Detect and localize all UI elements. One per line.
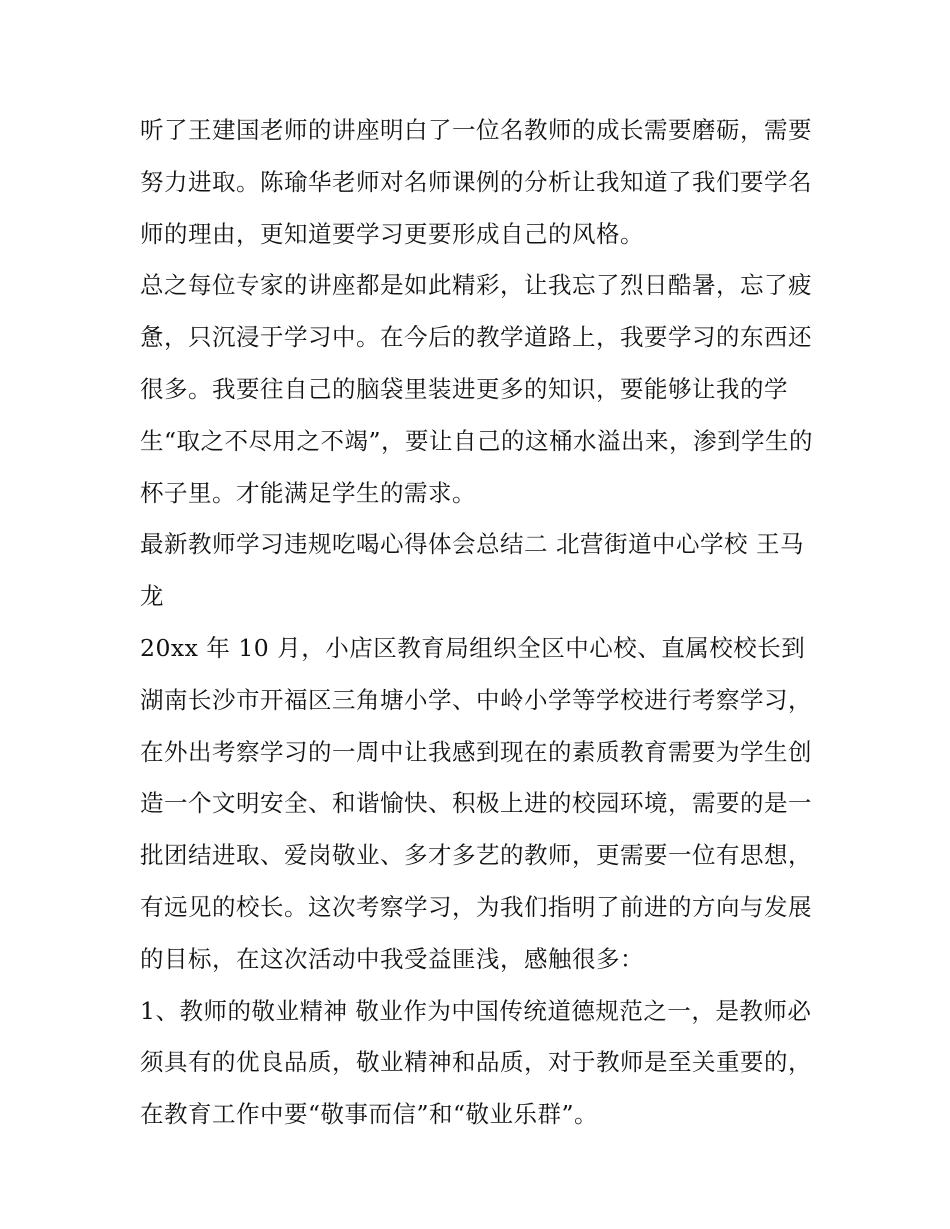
document-body	[140, 105, 820, 1141]
section-heading: 最新教师学习违规吃喝心得体会总结二 北营街道中心学校 王马龙	[140, 530, 804, 611]
paragraph-4: 1、教师的敬业精神 敬业作为中国传统道德规范之一，是教师必须具有的优良品质，敬业精神和品质，对于教师是至关重要的，在教育工作中要“敬事而信”和“敬业乐群”。	[140, 996, 812, 1129]
paragraph-1: 听了王建国老师的讲座明白了一位名教师的成长需要磨砺，需要努力进取。陈瑜华老师对名师课例的分析让我知道了我们要学名师的理由，更知道要学习更要形成自己的风格。	[140, 116, 812, 248]
paragraph-2: 总之每位专家的讲座都是如此精彩，让我忘了烈日酷暑，忘了疲惫，只沉浸于学习中。在今后的教学道路上，我要学习的东西还很多。我要往自己的脑袋里装进更多的知识，要能够让我的学生“取之不尽用之不竭”，要让自己的这桶水溢出来，渗到学生的杯子里。才能满足学生的需求。	[140, 271, 814, 507]
paragraph-3: 20xx 年 10 月，小店区教育局组织全区中心校、直属校校长到湖南长沙市开福区三角塘小学、中岭小学等学校进行考察学习，在外出考察学习的一周中让我感到现在的素质教育需要为学生创造一个文明安全、和谐愉快、积极上进的校园环境，需要的是一批团结进取、爱岗敬业、多才多艺的教师，更需要一位有思想，有远见的校长。这次考察学习，为我们指明了前进的方向与发展的目标，在这次活动中我受益匪浅，感触很多：	[140, 633, 812, 973]
